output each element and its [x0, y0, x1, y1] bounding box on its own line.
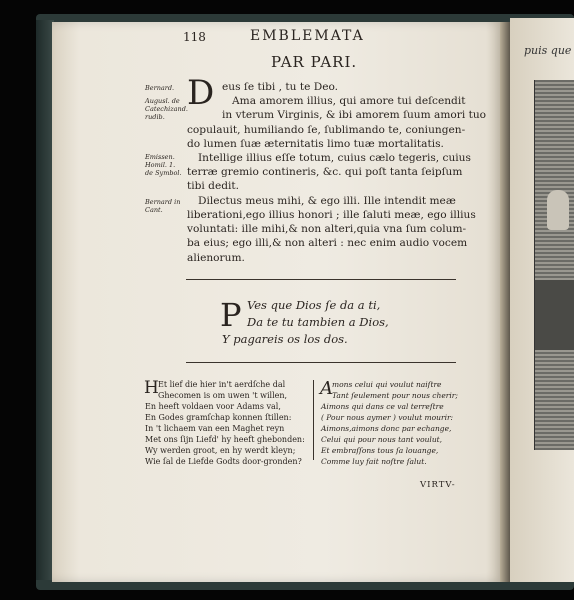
page-number: 118 — [183, 30, 206, 44]
spanish-line: Da te tu tambien a Dios, — [247, 315, 389, 329]
dutch-line: In 't lichaem van een Maghet reyn — [145, 424, 285, 433]
latin-line: eus ſe tibi , tu te Deo. — [222, 81, 339, 93]
emblem-title: PAR PARI. — [271, 53, 358, 71]
latin-line: alienorum. — [187, 252, 245, 264]
latin-line: copulauit, humiliando ſe, ſublimando te, coniungen- — [187, 124, 466, 136]
dutch-line: En heeft voldaen voor Adams val, — [145, 402, 281, 411]
latin-line: terræ gremio contineris, &c. qui poſt tanta ſeipſum — [187, 166, 463, 178]
engraving-figure — [547, 190, 569, 230]
side-note: Bernard. — [145, 84, 175, 92]
french-line: Comme luy fait noſtre ſalut. — [321, 457, 427, 466]
dutch-drop-cap: H — [144, 378, 159, 398]
spanish-line: Ves que Dios ſe da a ti, — [247, 298, 381, 312]
column-divider — [313, 380, 314, 460]
side-note: Emissen. Homil. 1. de Symbol. — [145, 153, 182, 177]
spanish-drop-cap: P — [220, 296, 242, 334]
french-line: Tant ſeulement pour nous cherir; — [332, 391, 458, 400]
dutch-line: Wy werden groot, en hy werdt kleyn; — [145, 446, 296, 455]
side-note: Bernard in Cant. — [145, 198, 181, 214]
engraving-illustration — [534, 80, 574, 450]
divider-rule — [186, 362, 456, 363]
latin-line: voluntati: ille mihi,& non alteri,quia vna ſum colum- — [187, 223, 467, 235]
latin-line: in vterum Virginis, & ibi amorem ſuum amori tuo — [222, 109, 487, 121]
french-line: Et embraſſons tous ſa louange, — [321, 446, 439, 455]
side-note: Augusl. de Catechizand. rudib. — [145, 97, 188, 121]
french-drop-cap: A — [320, 378, 333, 399]
facing-page-text: puis que — [524, 44, 572, 57]
latin-line: Dilectus meus mihi, & ego illi. Ille intendit meæ — [198, 195, 456, 207]
spanish-line: Y pagareis os los dos. — [222, 332, 348, 346]
page-gutter — [500, 22, 510, 582]
latin-line: ba eius; ego illi,& non alteri : nec enim audio vocem — [187, 237, 468, 249]
dutch-line: Ghecomen is om uwen 't willen, — [158, 391, 288, 400]
french-line: Celui qui pour nous tant voulut, — [321, 435, 443, 444]
latin-line: liberationi,ego illius honori ; ille ſaluti meæ, ego illius — [187, 209, 476, 221]
french-line: ( Pour nous aymer ) voulut mourir: — [321, 413, 454, 422]
french-line: mons celui qui voulut naiſtre — [332, 380, 442, 389]
catchword: VIRTV- — [420, 480, 456, 490]
french-line: Aimons qui dans ce val terreſtre — [321, 402, 444, 411]
dutch-line: Met ons ſijn Liefd' hy heeft ghebonden: — [145, 435, 305, 444]
engraving-bed — [535, 280, 574, 350]
dutch-line: En Godes gramſchap konnen ſtillen: — [145, 413, 292, 422]
latin-line: Intellige illius eſſe totum, cuius cælo tegeris, cuius — [198, 152, 471, 164]
latin-line: do lumen ſuæ æternitatis limo tuæ mortalitatis. — [187, 138, 444, 150]
right-page — [510, 18, 574, 582]
french-line: Aimons,aimons donc par echange, — [321, 424, 452, 433]
divider-rule — [186, 279, 456, 280]
dutch-line: Wie ſal de Liefde Godts door-gronden? — [145, 457, 302, 466]
dutch-line: Et lief die hier in't aerdſche dal — [158, 380, 286, 389]
latin-line: tibi dedit. — [187, 180, 240, 192]
latin-drop-cap: D — [187, 73, 215, 113]
latin-line: Ama amorem illius, qui amore tui deſcendit — [232, 95, 466, 107]
running-title: EMBLEMATA — [250, 28, 365, 44]
